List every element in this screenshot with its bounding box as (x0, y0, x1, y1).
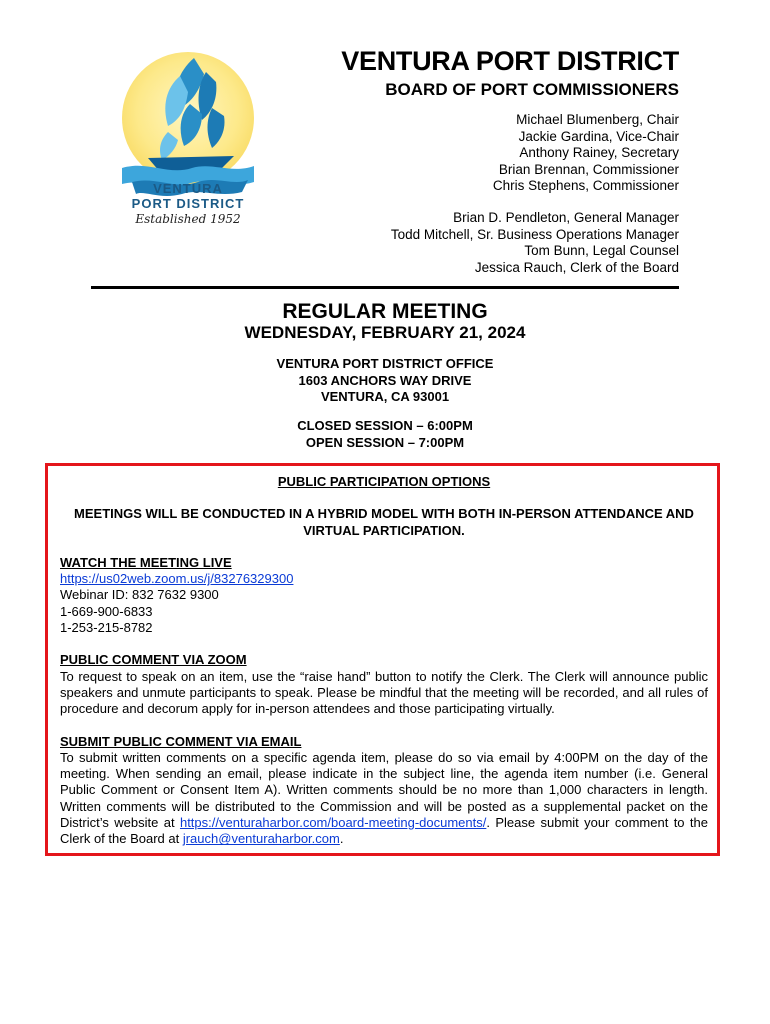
participation-title: PUBLIC PARTICIPATION OPTIONS (277, 474, 491, 489)
staff-list (391, 210, 679, 276)
staff-name: Brian D. Pendleton, General Manager (453, 210, 679, 225)
location-line: VENTURA PORT DISTRICT OFFICE (276, 356, 494, 371)
dial-in-phone: 1-669-900-6833 (60, 603, 153, 619)
dial-in-phone: 1-253-215-8782 (60, 620, 153, 636)
logo-established-script: Established 1952 (135, 212, 241, 226)
public-participation-box (45, 463, 720, 856)
open-session-time: OPEN SESSION – 7:00PM (305, 434, 465, 450)
board-subtitle: BOARD OF PORT COMMISSIONERS (385, 80, 679, 99)
meeting-date: WEDNESDAY, FEBRUARY 21, 2024 (244, 323, 526, 342)
commissioner-name: Jackie Gardina, Vice-Chair (518, 128, 679, 144)
logo-line-port-district: PORT DISTRICT (131, 196, 245, 211)
logo-line-ventura: VENTURA (153, 181, 223, 196)
commissioner-name: Anthony Rainey, Secretary (519, 145, 679, 160)
board-documents-link[interactable]: https://venturaharbor.com/board-meeting-documents/ (179, 815, 487, 831)
location-line: VENTURA, CA 93001 (320, 389, 450, 404)
header-divider (91, 286, 679, 289)
watch-live-heading: WATCH THE MEETING LIVE (60, 554, 232, 570)
closed-session-time: CLOSED SESSION – 6:00PM (297, 418, 473, 433)
email-comment-heading: SUBMIT PUBLIC COMMENT VIA EMAIL (60, 733, 302, 749)
session-times (0, 418, 770, 451)
staff-name: Tom Bunn, Legal Counsel (524, 243, 679, 258)
commissioner-name: Brian Brennan, Commissioner (498, 161, 679, 177)
commissioner-name: Chris Stephens, Commissioner (492, 178, 679, 193)
organization-title: VENTURA PORT DISTRICT (341, 46, 679, 76)
email-comment-text (60, 750, 708, 848)
commissioner-name: Michael Blumenberg, Chair (516, 112, 679, 127)
webinar-id: Webinar ID: 832 7632 9300 (60, 587, 219, 603)
zoom-comment-text: To request to speak on an item, use the “raise hand” button to notify the Clerk. The Clerk will announce public speakers and unmute participants to speak. Please be mindful that the meeting will be recorded, and all rules of procedure and decorum apply for in-person attendees and those participating virtually. (60, 668, 708, 717)
staff-name: Jessica Rauch, Clerk of the Board (474, 259, 679, 275)
commissioners-list (493, 112, 679, 195)
zoom-meeting-link[interactable]: https://us02web.zoom.us/j/83276329300 (60, 571, 294, 587)
email-comment-text-part: . Please submit your comment to the Clerk of the Board at (60, 815, 708, 847)
location-line: 1603 ANCHORS WAY DRIVE (298, 372, 472, 388)
email-comment-text-part: . (339, 831, 344, 847)
meeting-type: REGULAR MEETING (282, 300, 488, 323)
clerk-email-link[interactable]: jrauch@venturaharbor.com (182, 831, 340, 847)
hybrid-meeting-notice: MEETINGS WILL BE CONDUCTED IN A HYBRID MODEL WITH BOTH IN-PERSON ATTENDANCE AND VIRTUAL PARTICIPATION. (74, 506, 694, 538)
zoom-comment-heading: PUBLIC COMMENT VIA ZOOM (60, 652, 247, 668)
staff-name: Todd Mitchell, Sr. Business Operations Manager (390, 226, 679, 242)
email-comment-text-part: To submit written comments on a specific agenda item, please do so via email by 4:00PM on the day of the meeting. When sending an email, please indicate in the subject line, the agenda item number (i.e. General Public Comment or Consent Item A). Written comments should be no more than 1,000 characters in length. Written comments will be distributed to the Commission and will be posted as a supplemental packet on the District’s website at (60, 749, 708, 831)
meeting-location (0, 356, 770, 406)
